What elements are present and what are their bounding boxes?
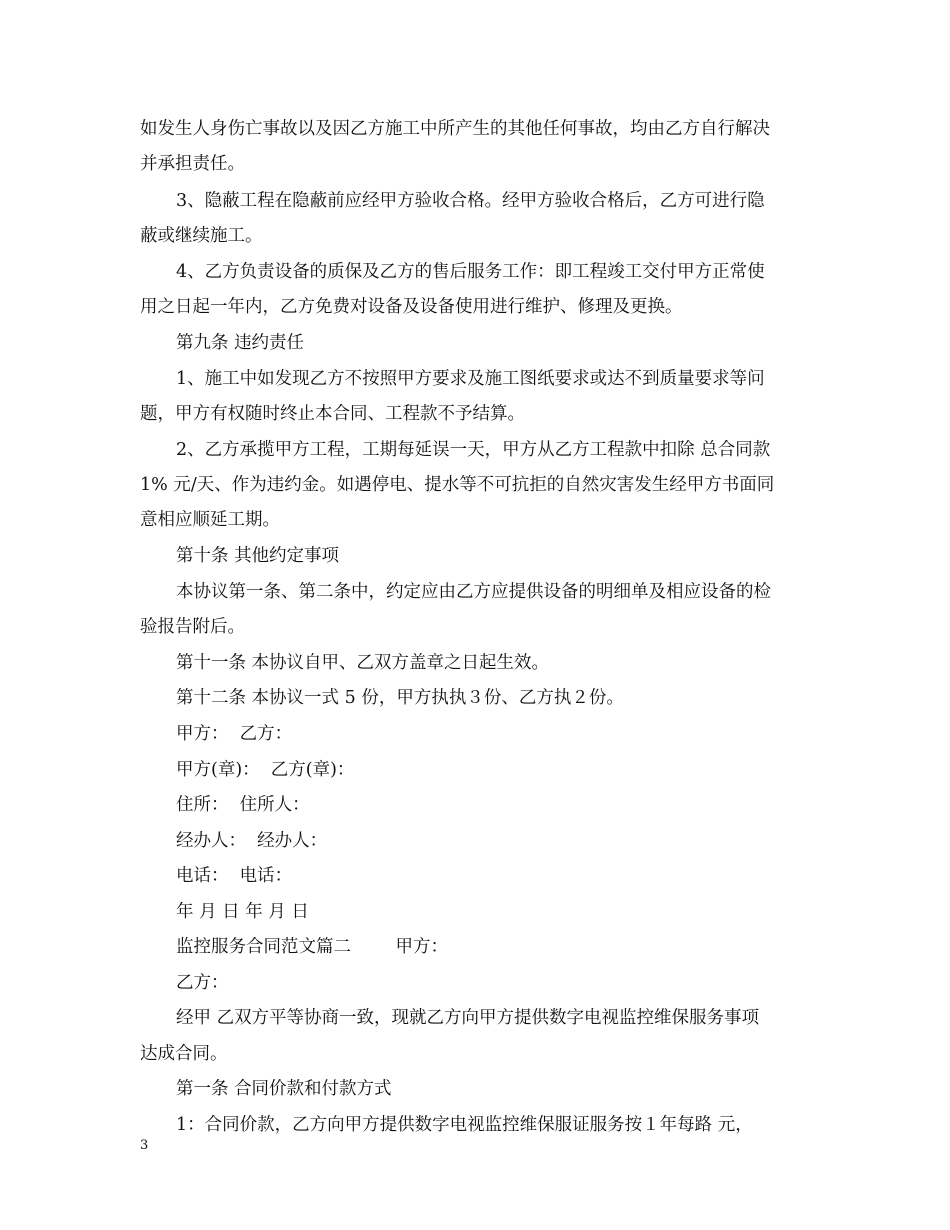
date-line: 年 月 日 年 月 日 xyxy=(176,902,309,922)
text-line: 用之日起一年内，乙方免费对设备及设备使用进行维护、修理及更换。 xyxy=(140,297,683,317)
text-line: 第十二条 本协议一式 5 份，甲方执执３份、乙方执２份。 xyxy=(176,688,624,708)
text-line: 并承担责任。 xyxy=(140,154,245,174)
text-line: 本协议第一条、第二条中，约定应由乙方应提供设备的明细单及相应设备的检 xyxy=(176,582,771,602)
text-line: 2、乙方承揽甲方工程，工期每延误一天，甲方从乙方工程款中扣除 总合同款 xyxy=(176,440,771,460)
text-line: 第十一条 本协议自甲、乙双方盖章之日起生效。 xyxy=(176,653,550,673)
section-heading: 第九条 违约责任 xyxy=(176,333,305,353)
page-number: 3 xyxy=(140,1138,149,1153)
text-line: 经甲 乙双方平等协商一致，现就乙方向甲方提供数字电视监控维保服务事项 xyxy=(176,1008,760,1028)
text-line: 达成合同。 xyxy=(140,1044,228,1064)
signature-line: 电话： 电话： xyxy=(176,866,293,886)
text-line: 1、施工中如发现乙方不按照甲方要求及施工图纸要求或达不到质量要求等问 xyxy=(176,369,765,389)
signature-line: 甲方： 乙方： xyxy=(176,724,293,744)
signature-line: 住所： 住所人： xyxy=(176,795,310,815)
text-line: 题，甲方有权随时终止本合同、工程款不予结算。 xyxy=(140,404,525,424)
signature-line: 经办人： 经办人： xyxy=(176,831,328,851)
text-line: 意相应顺延工期。 xyxy=(140,510,280,530)
text-line: 1% 元/天、作为违约金。如遇停电、提水等不可抗拒的自然灾害发生经甲方书面同 xyxy=(140,475,775,495)
text-line: 1：合同价款，乙方向甲方提供数字电视监控维保服证服务按１年每路 元， xyxy=(176,1115,753,1135)
text-line: 验报告附后。 xyxy=(140,617,245,637)
text-line: 4、乙方负责设备的质保及乙方的售后服务工作：即工程竣工交付甲方正常使 xyxy=(176,262,765,282)
text-line: 3、隐蔽工程在隐蔽前应经甲方验收合格。经甲方验收合格后，乙方可进行隐 xyxy=(176,191,765,211)
section-heading: 第十条 其他约定事项 xyxy=(176,546,340,566)
text-line: 如发生人身伤亡事故以及因乙方施工中所产生的其他任何事故，均由乙方自行解决 xyxy=(140,119,770,139)
section-title: 监控服务合同范文篇二 甲方： xyxy=(176,937,449,957)
signature-line: 甲方(章)： 乙方(章)： xyxy=(176,760,355,780)
text-line: 蔽或继续施工。 xyxy=(140,226,263,246)
text-line: 乙方： xyxy=(176,973,229,993)
section-heading: 第一条 合同价款和付款方式 xyxy=(176,1079,392,1099)
